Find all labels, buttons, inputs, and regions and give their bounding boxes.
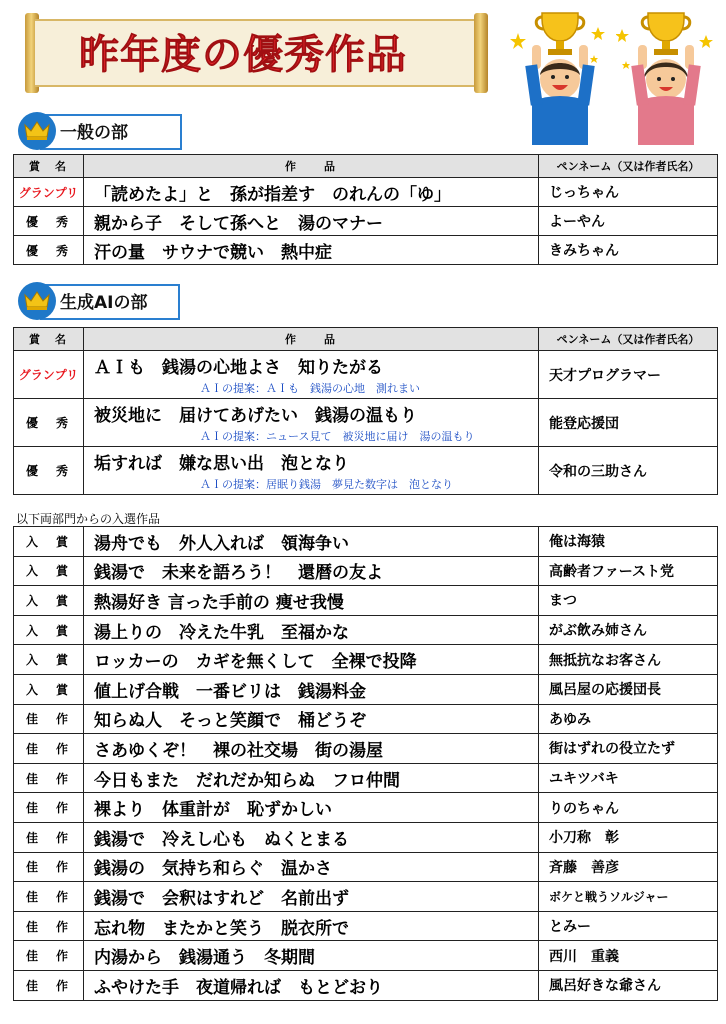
pen-name-cell: 街はずれの役立たず <box>539 734 718 764</box>
prize-cell: 入 賞 <box>14 527 84 557</box>
table-row <box>14 447 718 495</box>
poem-cell: 熱湯好き 言った手前の 痩せ我慢 <box>84 586 539 616</box>
section-title-ai: 生成AIの部 <box>60 293 148 313</box>
pen-name-cell: 風呂屋の応援団長 <box>539 674 718 704</box>
header-work: 作 品 <box>84 328 539 351</box>
table-row <box>14 911 718 941</box>
entrants-heading: 以下両部門からの入選作品 <box>16 512 161 526</box>
poem-cell: さあゆくぞ！ 裸の社交場 街の湯屋 <box>84 734 539 764</box>
table-row <box>14 734 718 764</box>
prize-cell: グランプリ <box>14 178 84 207</box>
prize-cell: 入 賞 <box>14 586 84 616</box>
prize-cell: 佳 作 <box>14 822 84 852</box>
poem-text: ＡＩも 銭湯の心地よさ 知りたがる <box>94 358 383 378</box>
girl-with-trophy-illustration <box>616 5 716 145</box>
poem-cell: 汗の量 サウナで競い 熱中症 <box>84 236 539 265</box>
prize-cell: 優 秀 <box>14 447 84 495</box>
pen-name-cell: ユキツバキ <box>539 763 718 793</box>
prize-cell: 佳 作 <box>14 852 84 882</box>
table-row <box>14 178 718 207</box>
prize-cell: 佳 作 <box>14 704 84 734</box>
table-row <box>14 645 718 675</box>
ai-suggestion-text: ＡＩの提案：ＡＩも 銭湯の心地 測れまい <box>200 382 420 395</box>
poem-cell: 銭湯で 冷えし心も ぬくとまる <box>84 822 539 852</box>
pen-name-cell: 無抵抗なお客さん <box>539 645 718 675</box>
pen-name-cell: よーやん <box>539 207 718 236</box>
prize-cell: 入 賞 <box>14 556 84 586</box>
poem-cell <box>84 351 539 399</box>
pen-name-cell: ボケと戦うソルジャー <box>539 882 718 912</box>
table-row <box>14 793 718 823</box>
page-title: 昨年度の優秀作品 <box>79 32 407 78</box>
pen-name-cell: がぶ飲み姉さん <box>539 615 718 645</box>
table-row <box>14 852 718 882</box>
pen-name-cell: じっちゃん <box>539 178 718 207</box>
pen-name-cell: 高齢者ファースト党 <box>539 556 718 586</box>
prize-cell: 佳 作 <box>14 911 84 941</box>
table-header-row <box>14 328 718 351</box>
poem-cell: 裸より 体重計が 恥ずかしい <box>84 793 539 823</box>
header-prize: 賞 名 <box>14 328 84 351</box>
table-row <box>14 615 718 645</box>
prize-cell: 優 秀 <box>14 236 84 265</box>
pen-name-cell: 風呂好きな爺さん <box>539 970 718 1000</box>
prize-cell: 入 賞 <box>14 615 84 645</box>
section-title-general: 一般の部 <box>60 123 128 143</box>
pen-name-cell: まつ <box>539 586 718 616</box>
prize-cell: 入 賞 <box>14 674 84 704</box>
pen-name-cell: 西川 重義 <box>539 941 718 971</box>
table-row <box>14 763 718 793</box>
section-label-ai <box>14 282 180 318</box>
poem-text: 垢すれば 嫌な思い出 泡となり <box>94 454 349 474</box>
table-row <box>14 674 718 704</box>
poem-cell: 忘れ物 またかと笑う 脱衣所で <box>84 911 539 941</box>
table-row <box>14 586 718 616</box>
prize-cell: 入 賞 <box>14 645 84 675</box>
table-row <box>14 704 718 734</box>
pen-name-cell: 小刀称 彰 <box>539 822 718 852</box>
boy-with-trophy-illustration <box>510 5 610 145</box>
poem-cell: 湯上りの 冷えた牛乳 至福かな <box>84 615 539 645</box>
pen-name-cell: 令和の三助さん <box>539 447 718 495</box>
table-row <box>14 351 718 399</box>
prize-cell: 佳 作 <box>14 970 84 1000</box>
ai-suggestion-text: ＡＩの提案：ニュース見て 被災地に届け 湯の温もり <box>200 430 475 443</box>
header-work: 作 品 <box>84 155 539 178</box>
poem-cell: 銭湯で 未来を語ろう！ 還暦の友よ <box>84 556 539 586</box>
table-row <box>14 941 718 971</box>
pen-name-cell: 斉藤 善彦 <box>539 852 718 882</box>
crown-badge <box>18 112 56 150</box>
poem-text: 被災地に 届けてあげたい 銭湯の温もり <box>94 406 417 426</box>
crown-icon <box>23 289 51 311</box>
table-row <box>14 236 718 265</box>
pen-name-cell: 能登応援団 <box>539 399 718 447</box>
poem-cell: 知らぬ人 そっと笑顔で 桶どうぞ <box>84 704 539 734</box>
poem-cell: 内湯から 銭湯通う 冬期間 <box>84 941 539 971</box>
prize-cell: 佳 作 <box>14 882 84 912</box>
pen-name-cell: あゆみ <box>539 704 718 734</box>
header-pen-name: ペンネーム（又は作者氏名） <box>539 155 718 178</box>
poem-cell: 今日もまた だれだか知らぬ フロ仲間 <box>84 763 539 793</box>
crown-icon <box>23 119 51 141</box>
title-scroll-banner <box>25 13 488 93</box>
poem-cell: 銭湯の 気持ち和らぐ 温かさ <box>84 852 539 882</box>
table-row <box>14 527 718 557</box>
poem-cell: 値上げ合戦 一番ビリは 銭湯料金 <box>84 674 539 704</box>
poem-cell: 銭湯で 会釈はすれど 名前出ず <box>84 882 539 912</box>
poem-cell <box>84 399 539 447</box>
poem-cell: 「読めたよ」と 孫が指差す のれんの「ゆ」 <box>84 178 539 207</box>
poem-cell: 親から子 そして孫へと 湯のマナー <box>84 207 539 236</box>
header-prize: 賞 名 <box>14 155 84 178</box>
table-row <box>14 822 718 852</box>
prize-cell: グランプリ <box>14 351 84 399</box>
table-row <box>14 556 718 586</box>
entrants-table <box>13 526 718 1001</box>
table-row <box>14 207 718 236</box>
crown-badge <box>18 282 56 320</box>
pen-name-cell: 俺は海猿 <box>539 527 718 557</box>
pen-name-cell: 天才プログラマー <box>539 351 718 399</box>
table-row <box>14 399 718 447</box>
table-header-row <box>14 155 718 178</box>
prize-cell: 佳 作 <box>14 793 84 823</box>
poem-cell <box>84 447 539 495</box>
table-row <box>14 970 718 1000</box>
pen-name-cell: りのちゃん <box>539 793 718 823</box>
table-row <box>14 882 718 912</box>
general-awards-table <box>13 154 718 265</box>
prize-cell: 優 秀 <box>14 399 84 447</box>
header-pen-name: ペンネーム（又は作者氏名） <box>539 328 718 351</box>
prize-cell: 優 秀 <box>14 207 84 236</box>
pen-name-cell: とみー <box>539 911 718 941</box>
prize-cell: 佳 作 <box>14 763 84 793</box>
pen-name-cell: きみちゃん <box>539 236 718 265</box>
ai-awards-table <box>13 327 718 495</box>
poem-cell: ふやけた手 夜道帰れば もとどおり <box>84 970 539 1000</box>
section-label-general <box>14 112 182 148</box>
poem-cell: ロッカーの カギを無くして 全裸で投降 <box>84 645 539 675</box>
poem-cell: 湯舟でも 外人入れば 領海争い <box>84 527 539 557</box>
scroll-rod-right <box>474 13 488 93</box>
prize-cell: 佳 作 <box>14 941 84 971</box>
prize-cell: 佳 作 <box>14 734 84 764</box>
ai-suggestion-text: ＡＩの提案：居眠り銭湯 夢見た数字は 泡となり <box>200 478 453 491</box>
